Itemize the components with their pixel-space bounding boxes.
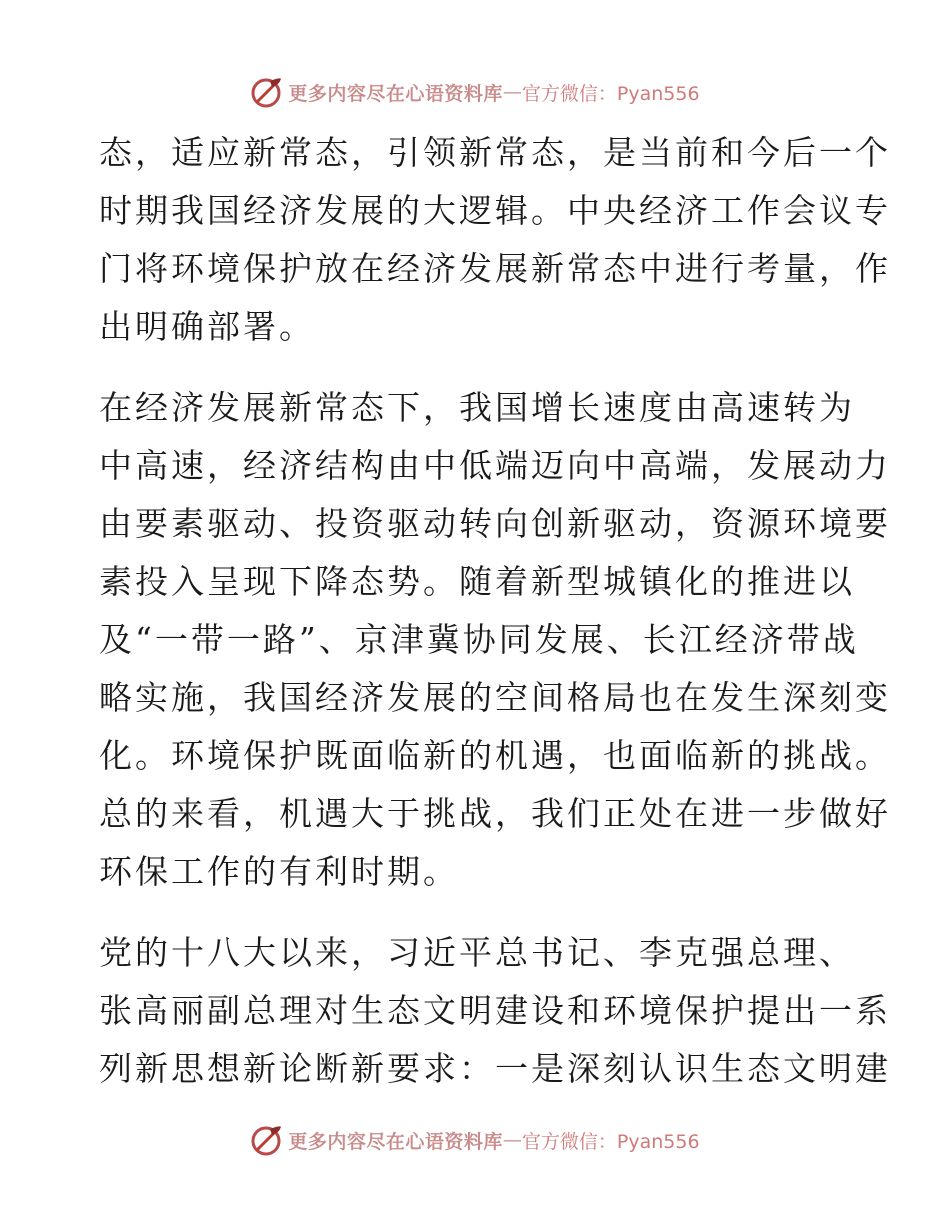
text-line: 列新思想新论断新要求：一是深刻认识生态文明建: [99, 1049, 891, 1088]
paragraph-3: [99, 924, 891, 1098]
watermark-wechat: 官方微信：Pyan556: [521, 1130, 700, 1153]
quill-pen-seal-icon: [250, 1123, 284, 1157]
text-line: 张高丽副总理对生态文明建设和环境保护提出一系: [99, 991, 891, 1030]
text-line: 门将环境保护放在经济发展新常态中进行考量，作: [99, 249, 891, 288]
text-line: 由要素驱动、投资驱动转向创新驱动，资源环境要: [99, 504, 891, 543]
watermark-brand: 更多内容尽在心语资料库: [288, 1130, 503, 1153]
watermark-wechat: 官方微信：Pyan556: [521, 82, 700, 105]
text-line: 略实施，我国经济发展的空间格局也在发生深刻变: [99, 678, 891, 717]
footer-watermark: [0, 1118, 950, 1162]
watermark-separator: —: [502, 81, 522, 103]
header-watermark: [0, 70, 950, 114]
text-line: 出明确部署。: [99, 307, 315, 346]
watermark-separator: —: [502, 1129, 522, 1151]
paragraph-2: [99, 379, 891, 901]
document-body: [99, 124, 891, 1098]
text-line: 态，适应新常态，引领新常态，是当前和今后一个: [99, 133, 891, 172]
text-line: 总的来看，机遇大于挑战，我们正处在进一步做好: [99, 794, 891, 833]
text-line: 党的十八大以来，习近平总书记、李克强总理、: [99, 933, 855, 972]
watermark-brand: 更多内容尽在心语资料库: [288, 82, 503, 105]
text-line: 化。环境保护既面临新的机遇，也面临新的挑战。: [99, 736, 891, 775]
text-line: 环保工作的有利时期。: [99, 852, 459, 891]
paragraph-1: [99, 124, 891, 356]
text-line: 及“一带一路”、京津冀协同发展、长江经济带战: [99, 620, 859, 659]
quill-pen-seal-icon: [250, 75, 284, 109]
text-line: 素投入呈现下降态势。随着新型城镇化的推进以: [99, 562, 855, 601]
text-line: 时期我国经济发展的大逻辑。中央经济工作会议专: [99, 191, 891, 230]
text-line: 在经济发展新常态下，我国增长速度由高速转为: [99, 388, 855, 427]
text-line: 中高速，经济结构由中低端迈向中高端，发展动力: [99, 446, 891, 485]
